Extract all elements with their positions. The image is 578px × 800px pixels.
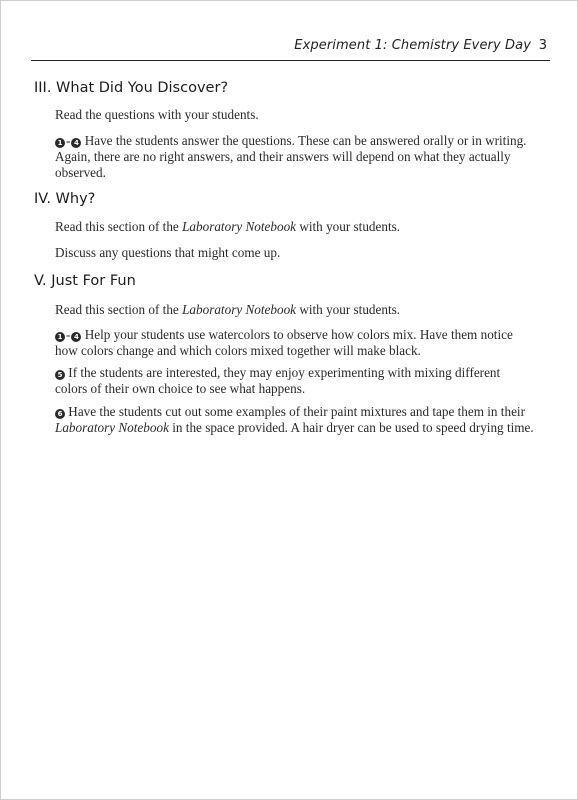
step-badge-4: 4 xyxy=(71,332,81,342)
notebook-title: Laboratory Notebook xyxy=(55,420,169,435)
paragraph-read-notebook-section xyxy=(55,219,535,235)
text-run: with your students. xyxy=(296,219,401,234)
header-rule xyxy=(31,60,550,61)
section-heading-just-for-fun: V. Just For Fun xyxy=(34,273,136,289)
step-badge-5: 5 xyxy=(55,370,65,380)
section-heading-what-did-you-discover: III. What Did You Discover? xyxy=(34,80,229,96)
paragraph-read-questions: Read the questions with your students. xyxy=(55,107,259,122)
paragraph-text: Help your students use watercolors to observe how colors mix. Have them notice how colors change and which colors mixed together will make black. xyxy=(55,327,513,358)
notebook-title: Laboratory Notebook xyxy=(182,219,297,234)
text-run: Have the students cut out some examples of their paint mixtures and tape them in their xyxy=(65,404,525,419)
text-run: Read this section of the xyxy=(55,219,183,234)
notebook-title: Laboratory Notebook xyxy=(182,302,297,317)
paragraph-experimenting xyxy=(55,365,535,397)
step-badge-1: 1 xyxy=(55,332,65,342)
step-badge-4: 4 xyxy=(71,138,81,148)
text-run: Read this section of the xyxy=(55,302,183,317)
range-dash: - xyxy=(66,133,71,148)
text-run: with your students. xyxy=(296,302,401,317)
section-heading-why: IV. Why? xyxy=(34,191,96,207)
step-badge-6: 6 xyxy=(55,409,65,419)
running-header-title: Experiment 1: Chemistry Every Day xyxy=(294,38,531,53)
text-run: in the space provided. A hair dryer can be used to speed drying time. xyxy=(168,420,534,435)
step-badge-1: 1 xyxy=(55,138,65,148)
paragraph-discuss-questions: Discuss any questions that might come up. xyxy=(55,245,281,260)
page-number: 3 xyxy=(538,38,547,53)
paragraph-answer-questions xyxy=(55,133,535,181)
paragraph-cut-out-examples xyxy=(55,404,535,436)
paragraph-text: If the students are interested, they may enjoy experimenting with mixing different colors of their own choice to see what happens. xyxy=(55,365,501,396)
range-dash: - xyxy=(66,327,71,342)
paragraph-read-notebook-section-2 xyxy=(55,302,535,318)
paragraph-text: Have the students answer the questions. These can be answered orally or in writing. Again, there are no right answers, and their answers will depend on what they actually observed. xyxy=(55,133,527,180)
paragraph-watercolors xyxy=(55,327,535,359)
